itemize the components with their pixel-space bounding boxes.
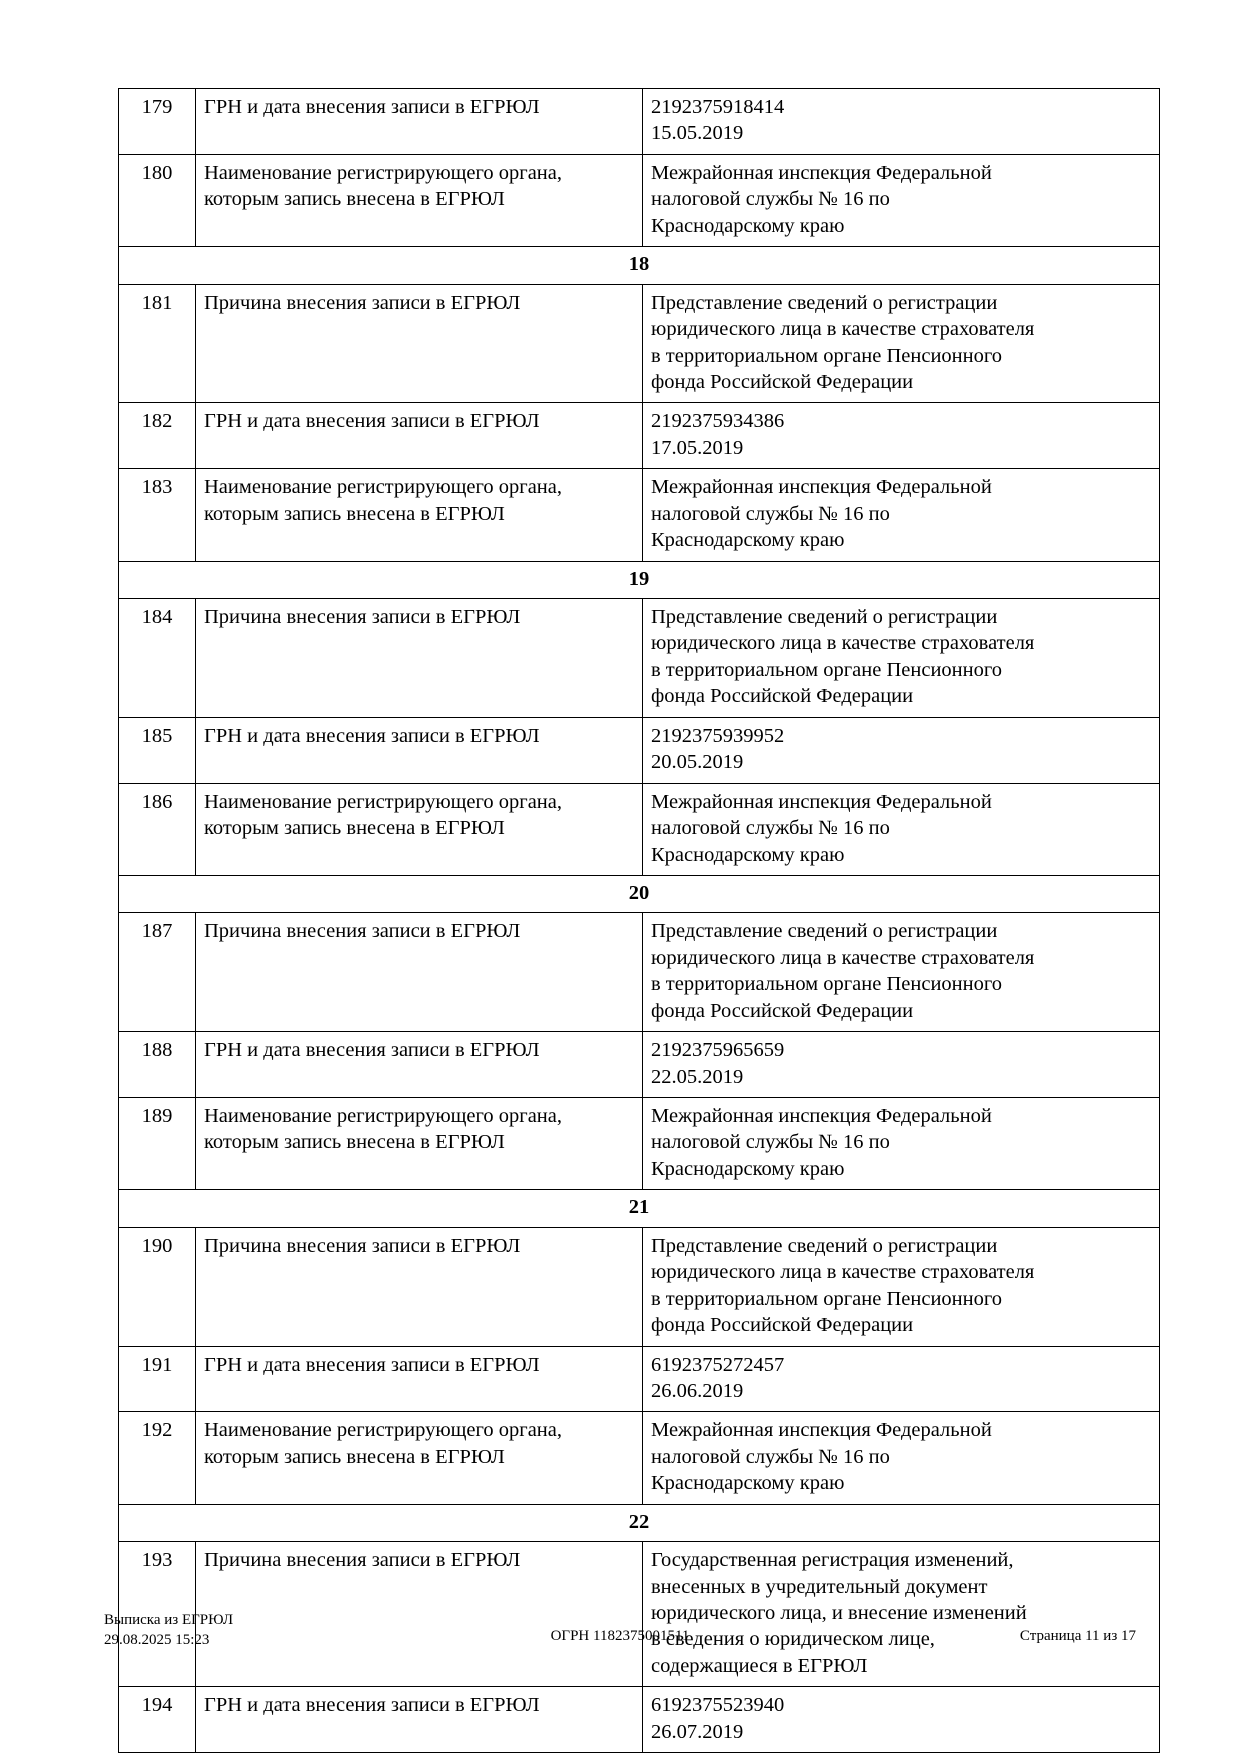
table-group-row — [119, 561, 1160, 598]
row-label-cell: Причина внесения записи в ЕГРЮЛ — [196, 284, 643, 403]
tax-office-line: налоговой службы № 16 по — [651, 1131, 890, 1154]
tax-office-line: Межрайонная инспекция Федеральной — [651, 161, 992, 184]
table-row — [119, 403, 1160, 469]
table-row — [119, 1227, 1160, 1346]
table-row — [119, 599, 1160, 718]
row-label-cell: ГРН и дата внесения записи в ЕГРЮЛ — [196, 1346, 643, 1412]
row-number-cell: 185 — [119, 717, 196, 783]
grn-date: 26.07.2019 — [651, 1720, 744, 1743]
tax-office-line: Краснодарскому краю — [651, 529, 845, 552]
row-label-cell: Причина внесения записи в ЕГРЮЛ — [196, 599, 643, 718]
row-number-cell: 184 — [119, 599, 196, 718]
grn-date: 17.05.2019 — [651, 436, 744, 459]
tax-office-line: Межрайонная инспекция Федеральной — [651, 476, 992, 499]
tax-office-line: Межрайонная инспекция Федеральной — [651, 1419, 992, 1442]
row-value-cell — [643, 717, 1160, 783]
row-value-cell — [643, 783, 1160, 875]
grn-date: 20.05.2019 — [651, 751, 744, 774]
row-value-cell — [643, 469, 1160, 561]
row-value-cell — [643, 89, 1160, 155]
row-value-cell — [643, 1346, 1160, 1412]
row-value-cell — [643, 913, 1160, 1032]
row-label-cell: Наименование регистрирующего органа, которым запись внесена в ЕГРЮЛ — [196, 469, 643, 561]
row-number-cell: 187 — [119, 913, 196, 1032]
tax-office-line: Межрайонная инспекция Федеральной — [651, 1105, 992, 1127]
reason-line: фонда Российской Федерации — [651, 999, 914, 1022]
reason-line: юридического лица, и внесение изменений — [651, 1602, 1027, 1624]
tax-office-line: Краснодарскому краю — [651, 843, 845, 866]
reason-line: в сведения о юридическом лице, — [651, 1628, 935, 1651]
row-label-cell: ГРН и дата внесения записи в ЕГРЮЛ — [196, 1032, 643, 1098]
row-value-cell — [643, 1032, 1160, 1098]
table-group-row — [119, 875, 1160, 912]
table-row — [119, 1346, 1160, 1412]
footer-ogrn: ОГРН 1182375001511 — [550, 1628, 690, 1644]
document-timestamp: 29.08.2025 15:23 — [104, 1632, 210, 1649]
table-row — [119, 913, 1160, 1032]
reason-line: юридического лица в качестве страхователя — [651, 1261, 1035, 1284]
grn-date: 15.05.2019 — [651, 122, 744, 145]
table-row — [119, 1687, 1160, 1753]
reason-line: Представление сведений о регистрации — [651, 606, 998, 628]
row-label-cell: Наименование регистрирующего органа, которым запись внесена в ЕГРЮЛ — [196, 1098, 643, 1190]
row-label-cell: Наименование регистрирующего органа, которым запись внесена в ЕГРЮЛ — [196, 1412, 643, 1504]
tax-office-line: Краснодарскому краю — [651, 214, 845, 237]
table-row — [119, 1032, 1160, 1098]
table-group-row — [119, 1504, 1160, 1541]
table-group-row — [119, 1190, 1160, 1227]
row-number-cell: 179 — [119, 89, 196, 155]
reason-line: Представление сведений о регистрации — [651, 291, 998, 314]
grn-date: 26.06.2019 — [651, 1379, 744, 1402]
row-number-cell: 182 — [119, 403, 196, 469]
reason-line: Представление сведений о регистрации — [651, 920, 998, 943]
page-footer — [0, 1610, 1240, 1680]
reason-line: внесенных в учредительный документ — [651, 1575, 988, 1598]
reason-line: фонда Российской Федерации — [651, 1314, 914, 1337]
row-value-cell — [643, 1227, 1160, 1346]
row-value-cell — [643, 1687, 1160, 1753]
row-label-cell: ГРН и дата внесения записи в ЕГРЮЛ — [196, 717, 643, 783]
group-number-cell: 19 — [119, 561, 1160, 598]
footer-page-number: Страница 11 из 17 — [1019, 1628, 1136, 1644]
row-number-cell: 193 — [119, 1542, 196, 1687]
group-number-cell: 21 — [119, 1190, 1160, 1227]
reason-line: юридического лица в качестве страхователя — [651, 946, 1035, 969]
table-row — [119, 89, 1160, 155]
table-row — [119, 469, 1160, 561]
reason-line: Государственная регистрация изменений, — [651, 1549, 1014, 1572]
tax-office-line: налоговой службы № 16 по — [651, 188, 890, 211]
reason-line: юридического лица в качестве страхователя — [651, 318, 1035, 341]
row-value-cell — [643, 154, 1160, 246]
row-value-cell — [643, 1098, 1160, 1190]
row-number-cell: 181 — [119, 284, 196, 403]
row-number-cell: 190 — [119, 1227, 196, 1346]
row-label-cell: ГРН и дата внесения записи в ЕГРЮЛ — [196, 1687, 643, 1753]
row-label-cell: Причина внесения записи в ЕГРЮЛ — [196, 913, 643, 1032]
row-value-cell — [643, 599, 1160, 718]
row-label-cell: Наименование регистрирующего органа, которым запись внесена в ЕГРЮЛ — [196, 783, 643, 875]
row-label-cell: Наименование регистрирующего органа, которым запись внесена в ЕГРЮЛ — [196, 154, 643, 246]
row-label-cell: Причина внесения записи в ЕГРЮЛ — [196, 1542, 643, 1687]
group-number-cell: 20 — [119, 875, 1160, 912]
table-row — [119, 1098, 1160, 1190]
table-row — [119, 783, 1160, 875]
tax-office-line: Межрайонная инспекция Федеральной — [651, 790, 992, 813]
tax-office-line: Краснодарскому краю — [651, 1157, 845, 1180]
document-title: Выписка из ЕГРЮЛ — [104, 1612, 233, 1628]
table-group-row — [119, 247, 1160, 284]
row-label-cell: ГРН и дата внесения записи в ЕГРЮЛ — [196, 403, 643, 469]
grn-date: 22.05.2019 — [651, 1065, 744, 1088]
tax-office-line: налоговой службы № 16 по — [651, 817, 890, 840]
grn-number: 2192375965659 — [651, 1039, 785, 1062]
group-number-cell: 22 — [119, 1504, 1160, 1541]
group-number-cell: 18 — [119, 247, 1160, 284]
reason-line: юридического лица в качестве страхователя — [651, 632, 1035, 655]
row-number-cell: 189 — [119, 1098, 196, 1190]
row-value-cell — [643, 403, 1160, 469]
tax-office-line: Краснодарскому краю — [651, 1472, 845, 1495]
tax-office-line: налоговой службы № 16 по — [651, 1445, 890, 1468]
row-label-cell: Причина внесения записи в ЕГРЮЛ — [196, 1227, 643, 1346]
row-number-cell: 186 — [119, 783, 196, 875]
row-number-cell: 183 — [119, 469, 196, 561]
table-row — [119, 717, 1160, 783]
table-row — [119, 284, 1160, 403]
grn-number: 2192375939952 — [651, 724, 785, 747]
row-number-cell: 188 — [119, 1032, 196, 1098]
grn-number: 6192375523940 — [651, 1694, 785, 1717]
grn-number: 6192375272457 — [651, 1353, 785, 1376]
reason-line: в территориальном органе Пенсионного — [651, 973, 1003, 996]
reason-line: фонда Российской Федерации — [651, 685, 914, 708]
table-row — [119, 154, 1160, 246]
row-number-cell: 180 — [119, 154, 196, 246]
row-value-cell — [643, 284, 1160, 403]
reason-line: в территориальном органе Пенсионного — [651, 658, 1003, 681]
row-number-cell: 194 — [119, 1687, 196, 1753]
grn-number: 2192375934386 — [651, 410, 785, 433]
row-label-cell: ГРН и дата внесения записи в ЕГРЮЛ — [196, 89, 643, 155]
table-row — [119, 1412, 1160, 1504]
egrul-records-table — [118, 88, 1160, 1753]
reason-line: содержащиеся в ЕГРЮЛ — [651, 1654, 868, 1677]
tax-office-line: налоговой службы № 16 по — [651, 502, 890, 525]
reason-line: в территориальном органе Пенсионного — [651, 1287, 1003, 1310]
grn-number: 2192375918414 — [651, 96, 785, 118]
row-number-cell: 192 — [119, 1412, 196, 1504]
row-value-cell — [643, 1412, 1160, 1504]
row-number-cell: 191 — [119, 1346, 196, 1412]
reason-line: в территориальном органе Пенсионного — [651, 344, 1003, 367]
reason-line: Представление сведений о регистрации — [651, 1234, 998, 1257]
reason-line: фонда Российской Федерации — [651, 370, 914, 393]
